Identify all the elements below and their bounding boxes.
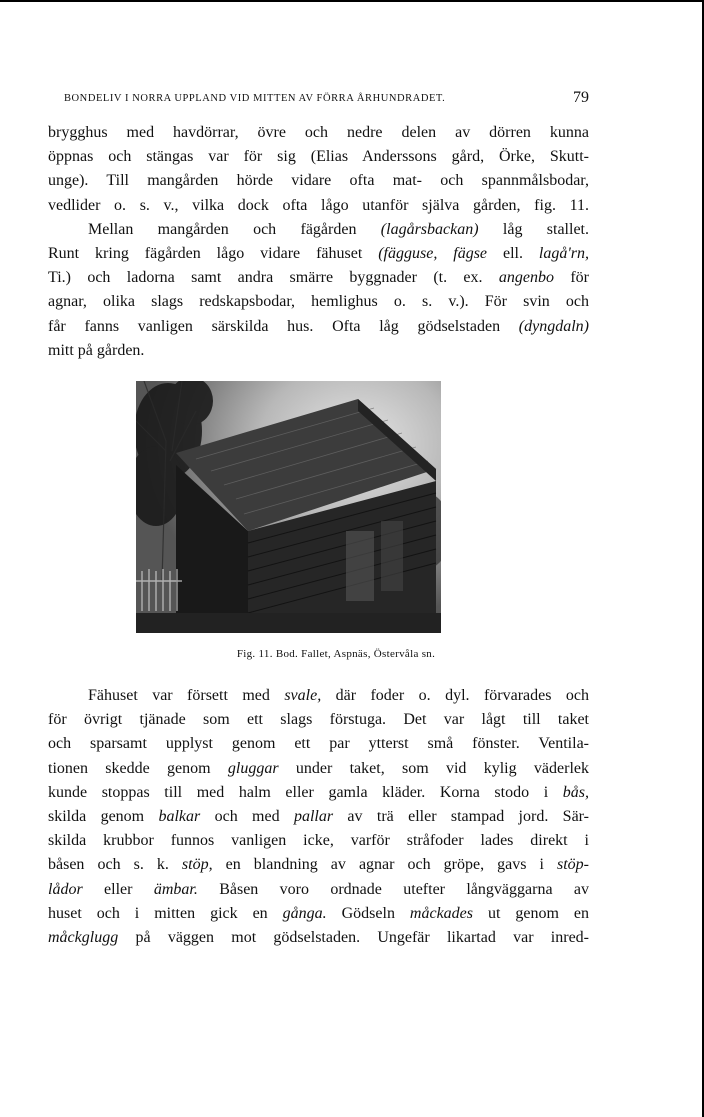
storehouse-photo-image [136,381,441,633]
text-line [48,902,589,926]
italic-term: måckglugg [48,929,119,947]
text-span: Fähuset var försett med [88,687,285,704]
italic-term: ämbar. [153,880,198,898]
text-span: skilda genom [48,808,159,826]
text-span: låg stallet. [478,220,589,238]
running-head [64,91,589,111]
text-span: en blandning av agnar och gröpe, gavs i [212,856,557,874]
text-line: och sparsamt upplyst genom ett par ytterst små fönster. Ventila- [48,735,589,753]
text-line [48,315,589,339]
italic-term: stöp- [557,856,589,874]
text-span: Gödseln [326,904,410,922]
text-line [48,926,589,950]
text-span: huset och i mitten gick en [48,904,283,922]
text-span: på väggen mot gödselstaden. Ungefär likartad var inred- [118,929,589,947]
text-line [48,757,589,781]
text-line: öppnas och stängas var för sig (Elias Anderssons gård, Örke, Skutt- [48,148,589,166]
text-line [48,781,589,805]
text-line [48,242,589,266]
italic-term: lådor [48,880,83,898]
text-line [48,805,589,829]
text-span: Mellan mangården och fägården [88,220,381,238]
text-span: får fanns vanligen särskilda hus. Ofta låg gödselstaden [48,317,519,335]
text-span: där foder o. dyl. förvarades och [321,687,590,704]
text-line: skilda krubbor funnos vanligen icke, varför stråfoder lades direkt i [48,832,589,850]
italic-term: angenbo [498,269,554,287]
italic-term: pallar [293,808,334,826]
text-line [48,853,589,877]
text-line [48,684,589,708]
italic-term: balkar [158,808,201,826]
italic-term: måckades [409,904,474,922]
text-line [48,878,589,902]
text-span: eller [82,880,154,898]
text-line: agnar, olika slags redskapsbodar, hemlighus o. s. v.). För svin och [48,293,589,311]
italic-term: lagå'rn, [538,245,590,263]
text-span: Runt kring fägården lågo vidare fähuset [48,245,379,263]
text-span: ut genom en [473,904,590,922]
italic-term: gånga. [282,904,327,922]
italic-term: (lagårsbackan) [380,220,479,238]
text-line [48,266,589,290]
running-title: BONDELIV I NORRA UPPLAND VID MITTEN AV FÖRRA ÅRHUNDRADET. [64,93,446,104]
text-span: för [554,269,590,287]
text-line: unge). Till mangården hörde vidare ofta mat- och spannmålsbodar, [48,172,589,190]
text-span: under taket, som vid kylig väderlek [278,759,590,777]
text-line: brygghus med havdörrar, övre och nedre delen av dörren kunna [48,124,589,141]
text-span: Båsen voro ordnade utefter långväggarna av [197,880,590,898]
text-span: av trä eller stampad jord. Sär- [333,808,590,826]
page-edge-top [0,0,704,2]
italic-term: stöp, [181,856,213,874]
paragraph-block-top [48,121,589,363]
italic-term: svale, [284,687,322,704]
text-span: kunde stoppas till med halm eller gamla kläder. Korna stodo i [48,783,563,801]
text-span: tionen skedde genom [48,759,228,777]
figure-photo [136,381,441,633]
italic-term: (fägguse, fägse [378,245,488,263]
figure-caption: Fig. 11. Bod. Fallet, Aspnäs, Östervåla sn. [236,648,436,660]
page-number: 79 [573,89,589,106]
text-span: och med [200,808,294,826]
text-span: Ti.) och ladorna samt andra smärre byggnader (t. ex. [48,269,499,287]
text-line: mitt på gården. [48,341,145,359]
italic-term: (dyngdaln) [518,317,589,335]
text-span: båsen och s. k. [48,856,182,874]
text-line [48,218,589,242]
italic-term: gluggar [227,759,279,777]
text-line: för övrigt tjänade som ett slags förstuga. Det var lågt till taket [48,711,589,729]
text-line: vedlider o. s. v., vilka dock ofta lågo utanför själva gården, fig. 11. [48,196,589,214]
text-span: ell. [487,245,539,263]
italic-term: bås, [562,783,589,801]
paragraph-block-bottom [48,684,589,950]
